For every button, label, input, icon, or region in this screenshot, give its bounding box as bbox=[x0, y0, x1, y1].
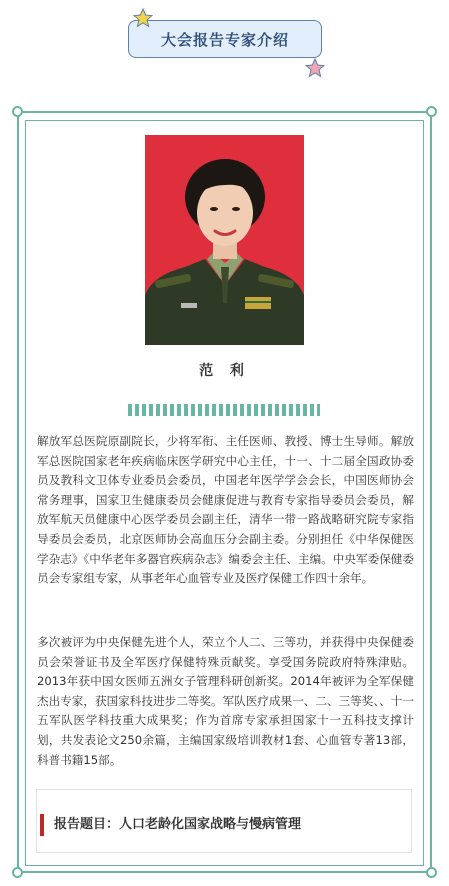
frame-corner-dot bbox=[12, 867, 23, 878]
bio-paragraph: 解放军总医院原副院长，少将军衔、主任医师、教授、博士生导师。解放军总医院国家老年疾病临床医学研究中心主任，十一、十二届全国政协委员及教科文卫体专业委员会委员，中国老年医学学会会长，中国医师协会常务理事，国家卫生健康委员会健康促进与教育专家指导委员会委员，解放军航天员健康中心医学委员会副主任，清华一带一路战略研究院专家指导委员会委员，北京医师协会高血压分会副主委。分别担任《中华保健医学杂志》《中华老年多器官疾病杂志》编委会主任、主编。中央军委保健委员会专家组专家，从事老年心血管专业及医疗保健工作四十余年。 bbox=[37, 434, 414, 586]
star-icon-yellow bbox=[133, 8, 153, 28]
expert-portrait-photo bbox=[145, 135, 304, 345]
frame-corner-dot bbox=[12, 106, 23, 117]
report-topic-box bbox=[36, 789, 412, 853]
frame-corner-dot bbox=[426, 867, 437, 878]
frame-corner-dot bbox=[426, 106, 437, 117]
accent-bar bbox=[40, 814, 44, 836]
star-icon-pink bbox=[305, 58, 325, 78]
decorative-divider bbox=[128, 404, 320, 416]
report-topic: 报告题目：人口老龄化国家战略与慢病管理 bbox=[54, 817, 302, 832]
expert-name: 范 利 bbox=[199, 363, 250, 379]
section-title: 大会报告专家介绍 bbox=[160, 30, 289, 49]
bio-paragraph: 多次被评为中央保健先进个人，荣立个人二、三等功，并获得中央保健委员会荣誉证书及全军医疗保健特殊贡献奖。享受国务院政府特殊津贴。2013年获中国女医师五洲女子管理科研创新奖。2014年被评为全军保健杰出专家，获国家科技进步二等奖。军队医疗成果一、二、三等奖、、十一五军队医学科技重大成果奖；作为首席专家承担国家十一五科技支撑计划，共发表论文250余篇，主编国家级培训教材1套、心血管专著13部，科普书籍15部。 bbox=[37, 635, 414, 767]
section-title-badge bbox=[128, 20, 322, 58]
